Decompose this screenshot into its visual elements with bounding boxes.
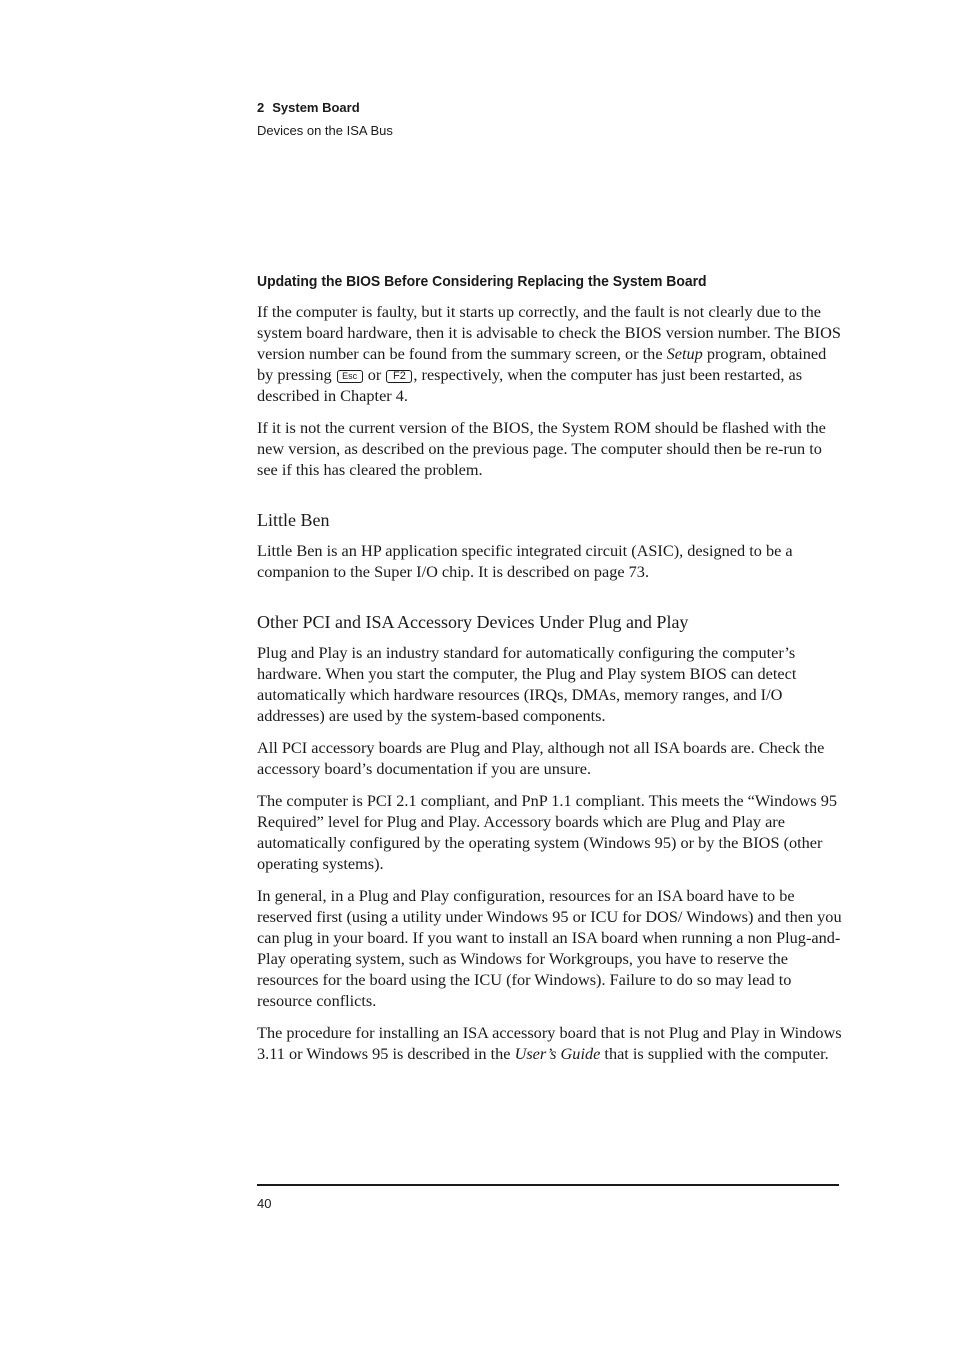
chapter-number: 2	[257, 100, 265, 115]
setup-emphasis: Setup	[666, 344, 703, 363]
text-run: , respectively, when the computer has just been restarted, as described in Chapter 4.	[257, 365, 803, 405]
users-guide-emphasis: User’s Guide	[514, 1044, 601, 1063]
pnp-heading: Other PCI and ISA Accessory Devices Under Plug and Play	[257, 612, 689, 632]
chapter-title: System Board	[272, 100, 360, 115]
running-head	[257, 96, 393, 142]
pnp-paragraph-1: Plug and Play is an industry standard for automatically configuring the computer’s hardware. When you start the computer, the Plug and Play system BIOS can detect automatically which hardware resources (IRQs, DMAs, memory ranges, and I/O addresses) are used by the system-based components.	[257, 643, 797, 725]
text-run: program, obtained by pressing	[257, 344, 827, 384]
pnp-paragraph-5	[257, 1022, 842, 1064]
chapter-line	[257, 96, 393, 119]
text-run: that is supplied with the computer.	[600, 1044, 829, 1063]
f2-key-icon: F2	[386, 370, 412, 383]
text-run: The procedure for installing an ISA accessory board that is not Plug and Play in Windows 3.11 or Windows 95 is described in the	[257, 1023, 842, 1063]
bios-paragraph-1	[257, 301, 842, 406]
text-run: or	[363, 365, 386, 384]
pnp-paragraph-4: In general, in a Plug and Play configuration, resources for an ISA board have to be reserved first (using a utility under Windows 95 or ICU for DOS/ Windows) and then you can plug in your board. If you want to install an ISA board when running a non Plug-and-Play operating system, such as Windows for Workgroups, you have to reserve the resources for the board using the ICU (for Windows). Failure to do so may lead to resource conflicts.	[257, 886, 842, 1010]
bios-paragraph-2: If it is not the current version of the BIOS, the System ROM should be flashed with the new version, as described on the previous page. The computer should then be re-run to see if this has cleared the problem.	[257, 418, 826, 479]
pnp-paragraph-3: The computer is PCI 2.1 compliant, and PnP 1.1 compliant. This meets the “Windows 95 Required” level for Plug and Play. Accessory boards which are Plug and Play are automatically configured by the operating system (Windows 95) or by the BIOS (other operating systems).	[257, 791, 837, 873]
page-content	[257, 271, 842, 1075]
esc-key-icon: Esc	[337, 370, 363, 383]
little-ben-heading: Little Ben	[257, 510, 330, 530]
page-number: 40	[257, 1196, 272, 1211]
pnp-paragraph-2: All PCI accessory boards are Plug and Play, although not all ISA boards are. Check the accessory board’s documentation if you are unsure.	[257, 738, 825, 778]
little-ben-paragraph: Little Ben is an HP application specific integrated circuit (ASIC), designed to be a companion to the Super I/O chip. It is described on page 73.	[257, 541, 793, 581]
bios-heading: Updating the BIOS Before Considering Replacing the System Board	[257, 273, 707, 290]
footer-rule	[257, 1184, 839, 1186]
section-title: Devices on the ISA Bus	[257, 123, 393, 138]
text-run: If the computer is faulty, but it starts up correctly, and the fault is not clearly due to the system board hardware, then it is advisable to check the BIOS version number. The BIOS version number can be found from the summary screen, or the	[257, 302, 841, 363]
